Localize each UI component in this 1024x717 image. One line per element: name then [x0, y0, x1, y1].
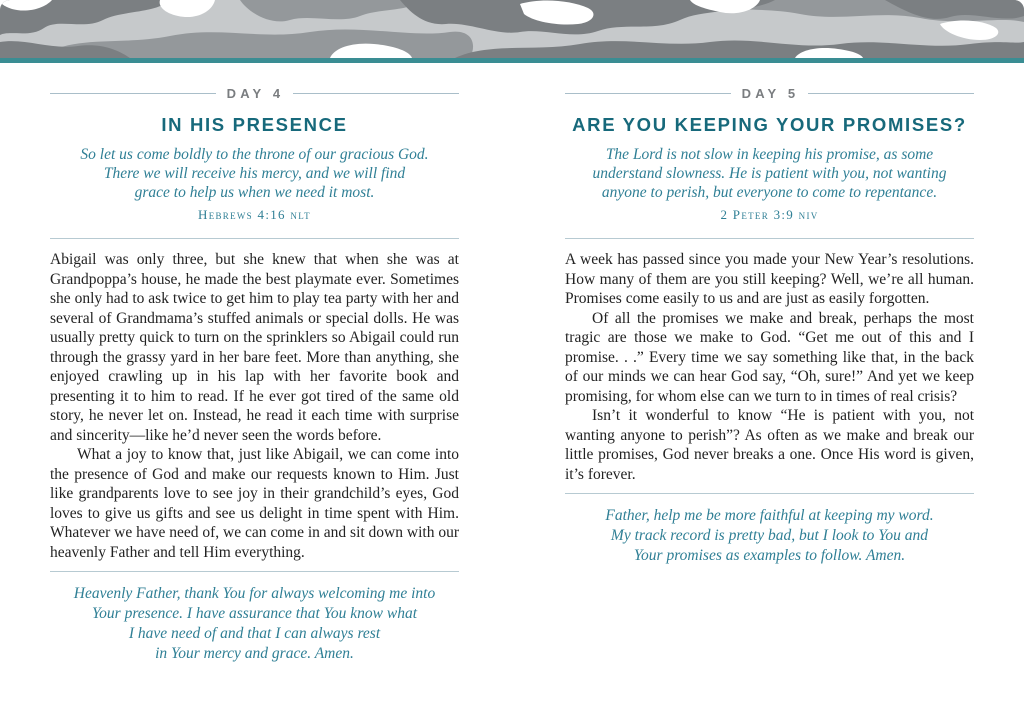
- prayer-line: Father, help me be more faithful at keeping my word.: [605, 507, 934, 524]
- day-rule-left: [50, 93, 216, 94]
- page-spread: [0, 63, 1024, 664]
- prayer-line: Heavenly Father, thank You for always welcoming me into: [73, 585, 436, 602]
- day-rule-left: [565, 93, 731, 94]
- day-label: DAY 5: [741, 86, 800, 101]
- prayer-line: My track record is pretty bad, but I look to You and: [610, 527, 929, 544]
- prayer-line: I have need of and that I can always rest: [128, 625, 381, 642]
- camo-banner: [0, 0, 1024, 58]
- prayer: [50, 584, 459, 664]
- prayer-line: Your presence. I have assurance that You know what: [91, 605, 418, 622]
- prayer-line: in Your mercy and grace. Amen.: [155, 645, 354, 662]
- day-heading: [565, 86, 974, 101]
- devotion-body: [565, 250, 974, 484]
- page-day-4: [50, 86, 459, 664]
- day-rule-right: [293, 93, 459, 94]
- scripture-line: So let us come boldly to the throne of our gracious God.: [80, 146, 429, 163]
- section-divider: [565, 493, 974, 494]
- camo-pattern: [0, 0, 1024, 58]
- devotion-body: [50, 250, 459, 562]
- scripture-line: grace to help us when we need it most.: [134, 184, 375, 201]
- body-paragraph: Isn’t it wonderful to know “He is patient with you, not wanting anyone to perish”? As often as we make and break our little promises, God never breaks a one. Once His word is given, it’s forever.: [565, 407, 974, 483]
- day-heading: [50, 86, 459, 101]
- day-rule-right: [808, 93, 974, 94]
- devotion-title: ARE YOU KEEPING YOUR PROMISES?: [572, 114, 967, 135]
- body-paragraph: A week has passed since you made your New Year’s resolutions. How many of them are you still keeping? Well, we’re all human. Promises come easily to us and are just as easily forgotten.: [565, 251, 974, 307]
- body-paragraph: What a joy to know that, just like Abigail, we can come into the presence of God and make our requests known to Him. Just like grandparents love to see joy in their grandchild’s eyes, God loves to give us gifts and see us delight in time spent with Him. Whatever we have need of, we can come in and sit down with our heavenly Father and tell Him everything.: [50, 446, 459, 561]
- prayer-line: Your promises as examples to follow. Amen.: [633, 547, 906, 564]
- scripture-line: There we will receive his mercy, and we will find: [103, 165, 406, 182]
- scripture-quote: [565, 145, 974, 224]
- section-divider: [565, 238, 974, 239]
- section-divider: [50, 571, 459, 572]
- devotion-title: IN HIS PRESENCE: [161, 114, 348, 135]
- page-day-5: [565, 86, 974, 664]
- prayer: [565, 506, 974, 566]
- scripture-line: The Lord is not slow in keeping his promise, as some: [605, 146, 934, 163]
- body-paragraph: Of all the promises we make and break, perhaps the most tragic are those we make to God. “Get me out of this and I promise. . .” Every time we say something like that, in the back of our minds we can hear God say, “Oh, sure!” And yet we keep promising, for whom else can we turn to in times of real crisis?: [565, 309, 974, 405]
- scripture-reference: Hebrews 4:16 nlt: [198, 207, 311, 222]
- scripture-line: understand slowness. He is patient with you, not wanting: [592, 165, 947, 182]
- section-divider: [50, 238, 459, 239]
- day-label: DAY 4: [226, 86, 285, 101]
- scripture-reference: 2 Peter 3:9 niv: [720, 207, 819, 222]
- scripture-line: anyone to perish, but everyone to come to repentance.: [601, 184, 938, 201]
- scripture-quote: [50, 145, 459, 224]
- body-paragraph: Abigail was only three, but she knew that when she was at Grandpoppa’s house, he made the best playmate ever. Sometimes she only had to ask twice to get him to play tea party with her and several of Grandmama’s stuffed animals or special dolls. He was usually pretty quick to turn on the sprinklers so Abigail could run through the grassy yard in her bare feet. More than anything, she enjoyed crawling up in his lap with her favorite book and presenting it to him to read. If he ever got tired of the same old story, he never let on. Instead, he read it each time with surprise and sincerity—like he’d never seen the words before.: [50, 251, 459, 444]
